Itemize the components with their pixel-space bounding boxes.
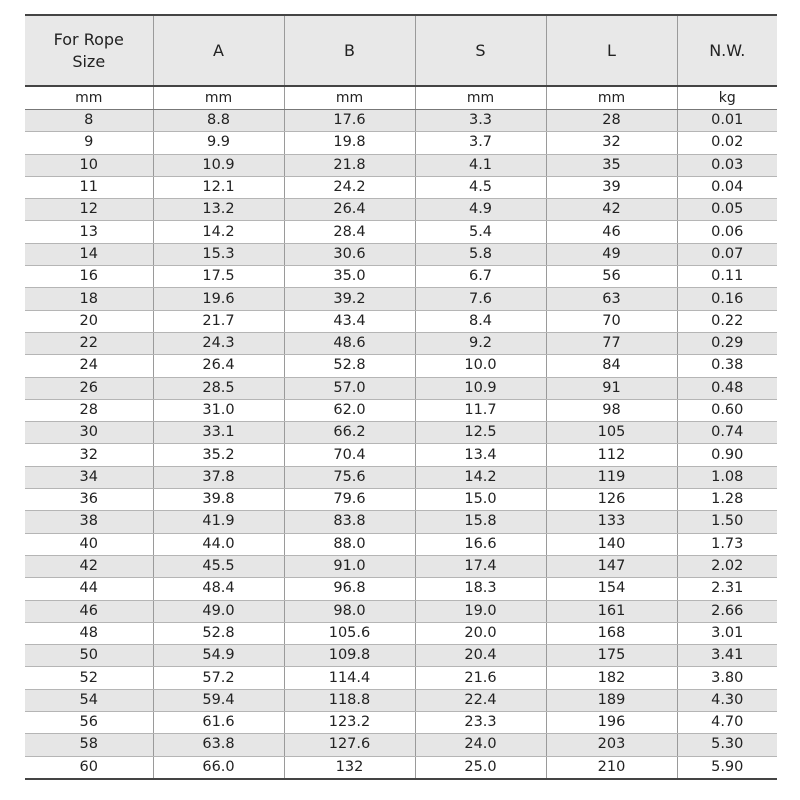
cell-s: 13.4 xyxy=(415,444,546,466)
table-row xyxy=(25,444,777,466)
cell-rope-size: 42 xyxy=(25,555,153,577)
cell-b: 17.6 xyxy=(284,110,415,132)
cell-b: 21.8 xyxy=(284,154,415,176)
header-nw: N.W. xyxy=(677,15,777,86)
cell-b: 70.4 xyxy=(284,444,415,466)
table-row xyxy=(25,578,777,600)
cell-rope-size: 38 xyxy=(25,511,153,533)
cell-a: 9.9 xyxy=(153,132,284,154)
cell-nw: 0.29 xyxy=(677,332,777,354)
cell-a: 14.2 xyxy=(153,221,284,243)
cell-a: 57.2 xyxy=(153,667,284,689)
cell-l: 35 xyxy=(546,154,677,176)
cell-b: 127.6 xyxy=(284,734,415,756)
cell-b: 57.0 xyxy=(284,377,415,399)
cell-s: 4.9 xyxy=(415,199,546,221)
cell-b: 123.2 xyxy=(284,712,415,734)
cell-l: 168 xyxy=(546,622,677,644)
cell-s: 9.2 xyxy=(415,332,546,354)
cell-a: 21.7 xyxy=(153,310,284,332)
cell-b: 62.0 xyxy=(284,399,415,421)
cell-a: 19.6 xyxy=(153,288,284,310)
cell-l: 182 xyxy=(546,667,677,689)
cell-rope-size: 54 xyxy=(25,689,153,711)
cell-b: 105.6 xyxy=(284,622,415,644)
cell-nw: 0.01 xyxy=(677,110,777,132)
cell-rope-size: 32 xyxy=(25,444,153,466)
cell-a: 41.9 xyxy=(153,511,284,533)
cell-b: 96.8 xyxy=(284,578,415,600)
table-row xyxy=(25,288,777,310)
table-row xyxy=(25,489,777,511)
cell-s: 20.0 xyxy=(415,622,546,644)
cell-nw: 0.22 xyxy=(677,310,777,332)
table-row xyxy=(25,154,777,176)
cell-rope-size: 46 xyxy=(25,600,153,622)
cell-a: 24.3 xyxy=(153,332,284,354)
cell-rope-size: 52 xyxy=(25,667,153,689)
table-row xyxy=(25,176,777,198)
cell-s: 15.0 xyxy=(415,489,546,511)
cell-b: 83.8 xyxy=(284,511,415,533)
table-row xyxy=(25,132,777,154)
cell-l: 98 xyxy=(546,399,677,421)
spec-table-container xyxy=(25,14,777,780)
table-row xyxy=(25,600,777,622)
header-b: B xyxy=(284,15,415,86)
cell-a: 33.1 xyxy=(153,422,284,444)
cell-l: 32 xyxy=(546,132,677,154)
table-row xyxy=(25,355,777,377)
cell-s: 7.6 xyxy=(415,288,546,310)
cell-a: 15.3 xyxy=(153,243,284,265)
table-row xyxy=(25,756,777,779)
cell-nw: 1.73 xyxy=(677,533,777,555)
cell-nw: 0.74 xyxy=(677,422,777,444)
cell-l: 133 xyxy=(546,511,677,533)
cell-b: 91.0 xyxy=(284,555,415,577)
cell-s: 15.8 xyxy=(415,511,546,533)
cell-b: 66.2 xyxy=(284,422,415,444)
cell-nw: 2.02 xyxy=(677,555,777,577)
header-rope-size xyxy=(25,15,153,86)
cell-s: 5.4 xyxy=(415,221,546,243)
cell-rope-size: 44 xyxy=(25,578,153,600)
cell-nw: 5.90 xyxy=(677,756,777,779)
cell-nw: 4.70 xyxy=(677,712,777,734)
cell-rope-size: 14 xyxy=(25,243,153,265)
cell-a: 49.0 xyxy=(153,600,284,622)
cell-nw: 2.31 xyxy=(677,578,777,600)
cell-a: 37.8 xyxy=(153,466,284,488)
cell-l: 140 xyxy=(546,533,677,555)
table-row xyxy=(25,689,777,711)
cell-nw: 3.80 xyxy=(677,667,777,689)
table-body xyxy=(25,110,777,779)
cell-b: 132 xyxy=(284,756,415,779)
cell-nw: 2.66 xyxy=(677,600,777,622)
cell-l: 126 xyxy=(546,489,677,511)
table-row xyxy=(25,533,777,555)
cell-rope-size: 8 xyxy=(25,110,153,132)
cell-rope-size: 34 xyxy=(25,466,153,488)
cell-l: 210 xyxy=(546,756,677,779)
cell-rope-size: 16 xyxy=(25,266,153,288)
cell-nw: 0.11 xyxy=(677,266,777,288)
cell-s: 22.4 xyxy=(415,689,546,711)
cell-s: 14.2 xyxy=(415,466,546,488)
cell-rope-size: 10 xyxy=(25,154,153,176)
cell-nw: 0.06 xyxy=(677,221,777,243)
cell-l: 42 xyxy=(546,199,677,221)
table-row xyxy=(25,266,777,288)
table-row xyxy=(25,511,777,533)
cell-b: 35.0 xyxy=(284,266,415,288)
table-row xyxy=(25,466,777,488)
cell-l: 28 xyxy=(546,110,677,132)
cell-l: 203 xyxy=(546,734,677,756)
cell-a: 44.0 xyxy=(153,533,284,555)
cell-s: 24.0 xyxy=(415,734,546,756)
cell-a: 54.9 xyxy=(153,645,284,667)
cell-a: 48.4 xyxy=(153,578,284,600)
cell-a: 28.5 xyxy=(153,377,284,399)
cell-nw: 0.16 xyxy=(677,288,777,310)
cell-s: 17.4 xyxy=(415,555,546,577)
table-row xyxy=(25,622,777,644)
cell-b: 114.4 xyxy=(284,667,415,689)
cell-a: 13.2 xyxy=(153,199,284,221)
cell-a: 26.4 xyxy=(153,355,284,377)
cell-rope-size: 28 xyxy=(25,399,153,421)
cell-b: 98.0 xyxy=(284,600,415,622)
cell-b: 75.6 xyxy=(284,466,415,488)
cell-rope-size: 18 xyxy=(25,288,153,310)
cell-a: 59.4 xyxy=(153,689,284,711)
cell-b: 24.2 xyxy=(284,176,415,198)
cell-nw: 0.05 xyxy=(677,199,777,221)
cell-a: 35.2 xyxy=(153,444,284,466)
cell-b: 26.4 xyxy=(284,199,415,221)
cell-l: 49 xyxy=(546,243,677,265)
cell-l: 105 xyxy=(546,422,677,444)
cell-nw: 3.01 xyxy=(677,622,777,644)
cell-l: 63 xyxy=(546,288,677,310)
cell-s: 3.3 xyxy=(415,110,546,132)
cell-rope-size: 12 xyxy=(25,199,153,221)
cell-l: 175 xyxy=(546,645,677,667)
cell-a: 12.1 xyxy=(153,176,284,198)
cell-rope-size: 58 xyxy=(25,734,153,756)
cell-a: 10.9 xyxy=(153,154,284,176)
units-row xyxy=(25,86,777,110)
cell-a: 31.0 xyxy=(153,399,284,421)
cell-a: 52.8 xyxy=(153,622,284,644)
header-rope-size-line1: For Rope xyxy=(53,29,124,49)
unit-rope-size: mm xyxy=(25,86,153,110)
cell-s: 5.8 xyxy=(415,243,546,265)
table-row xyxy=(25,221,777,243)
header-l: L xyxy=(546,15,677,86)
cell-nw: 3.41 xyxy=(677,645,777,667)
unit-a: mm xyxy=(153,86,284,110)
cell-nw: 5.30 xyxy=(677,734,777,756)
unit-b: mm xyxy=(284,86,415,110)
cell-l: 77 xyxy=(546,332,677,354)
cell-rope-size: 9 xyxy=(25,132,153,154)
cell-s: 11.7 xyxy=(415,399,546,421)
cell-a: 17.5 xyxy=(153,266,284,288)
cell-rope-size: 50 xyxy=(25,645,153,667)
cell-a: 61.6 xyxy=(153,712,284,734)
cell-rope-size: 13 xyxy=(25,221,153,243)
table-row xyxy=(25,243,777,265)
cell-rope-size: 20 xyxy=(25,310,153,332)
cell-rope-size: 60 xyxy=(25,756,153,779)
cell-nw: 1.08 xyxy=(677,466,777,488)
cell-s: 23.3 xyxy=(415,712,546,734)
cell-b: 79.6 xyxy=(284,489,415,511)
cell-a: 8.8 xyxy=(153,110,284,132)
cell-l: 196 xyxy=(546,712,677,734)
table-row xyxy=(25,377,777,399)
cell-nw: 0.03 xyxy=(677,154,777,176)
cell-nw: 0.04 xyxy=(677,176,777,198)
cell-l: 46 xyxy=(546,221,677,243)
table-row xyxy=(25,555,777,577)
cell-rope-size: 36 xyxy=(25,489,153,511)
cell-s: 6.7 xyxy=(415,266,546,288)
cell-b: 48.6 xyxy=(284,332,415,354)
cell-l: 70 xyxy=(546,310,677,332)
table-row xyxy=(25,422,777,444)
cell-b: 39.2 xyxy=(284,288,415,310)
cell-b: 19.8 xyxy=(284,132,415,154)
cell-nw: 0.60 xyxy=(677,399,777,421)
cell-l: 189 xyxy=(546,689,677,711)
cell-b: 88.0 xyxy=(284,533,415,555)
cell-rope-size: 40 xyxy=(25,533,153,555)
table-row xyxy=(25,310,777,332)
cell-a: 63.8 xyxy=(153,734,284,756)
unit-s: mm xyxy=(415,86,546,110)
cell-rope-size: 24 xyxy=(25,355,153,377)
cell-rope-size: 56 xyxy=(25,712,153,734)
cell-b: 52.8 xyxy=(284,355,415,377)
table-row xyxy=(25,110,777,132)
table-row xyxy=(25,734,777,756)
header-s: S xyxy=(415,15,546,86)
cell-s: 18.3 xyxy=(415,578,546,600)
table-row xyxy=(25,712,777,734)
table-row xyxy=(25,399,777,421)
cell-nw: 0.48 xyxy=(677,377,777,399)
cell-nw: 1.50 xyxy=(677,511,777,533)
cell-l: 154 xyxy=(546,578,677,600)
unit-l: mm xyxy=(546,86,677,110)
cell-l: 39 xyxy=(546,176,677,198)
cell-s: 8.4 xyxy=(415,310,546,332)
cell-nw: 4.30 xyxy=(677,689,777,711)
cell-nw: 0.02 xyxy=(677,132,777,154)
header-row xyxy=(25,15,777,86)
cell-l: 84 xyxy=(546,355,677,377)
cell-s: 10.9 xyxy=(415,377,546,399)
rope-size-spec-table xyxy=(25,14,777,780)
cell-s: 25.0 xyxy=(415,756,546,779)
cell-l: 161 xyxy=(546,600,677,622)
cell-l: 112 xyxy=(546,444,677,466)
cell-b: 28.4 xyxy=(284,221,415,243)
cell-b: 30.6 xyxy=(284,243,415,265)
cell-b: 109.8 xyxy=(284,645,415,667)
cell-rope-size: 30 xyxy=(25,422,153,444)
cell-b: 43.4 xyxy=(284,310,415,332)
cell-b: 118.8 xyxy=(284,689,415,711)
header-a: A xyxy=(153,15,284,86)
cell-a: 45.5 xyxy=(153,555,284,577)
cell-s: 16.6 xyxy=(415,533,546,555)
cell-rope-size: 26 xyxy=(25,377,153,399)
cell-l: 56 xyxy=(546,266,677,288)
cell-nw: 1.28 xyxy=(677,489,777,511)
cell-l: 147 xyxy=(546,555,677,577)
cell-s: 21.6 xyxy=(415,667,546,689)
cell-s: 19.0 xyxy=(415,600,546,622)
cell-s: 4.1 xyxy=(415,154,546,176)
table-row xyxy=(25,645,777,667)
table-row xyxy=(25,199,777,221)
cell-rope-size: 11 xyxy=(25,176,153,198)
cell-l: 119 xyxy=(546,466,677,488)
cell-rope-size: 22 xyxy=(25,332,153,354)
cell-s: 3.7 xyxy=(415,132,546,154)
cell-s: 20.4 xyxy=(415,645,546,667)
cell-nw: 0.90 xyxy=(677,444,777,466)
cell-a: 39.8 xyxy=(153,489,284,511)
table-row xyxy=(25,332,777,354)
cell-l: 91 xyxy=(546,377,677,399)
cell-s: 10.0 xyxy=(415,355,546,377)
cell-nw: 0.07 xyxy=(677,243,777,265)
cell-nw: 0.38 xyxy=(677,355,777,377)
header-rope-size-line2: Size xyxy=(72,51,106,71)
unit-nw: kg xyxy=(677,86,777,110)
cell-s: 12.5 xyxy=(415,422,546,444)
cell-a: 66.0 xyxy=(153,756,284,779)
table-row xyxy=(25,667,777,689)
cell-s: 4.5 xyxy=(415,176,546,198)
cell-rope-size: 48 xyxy=(25,622,153,644)
